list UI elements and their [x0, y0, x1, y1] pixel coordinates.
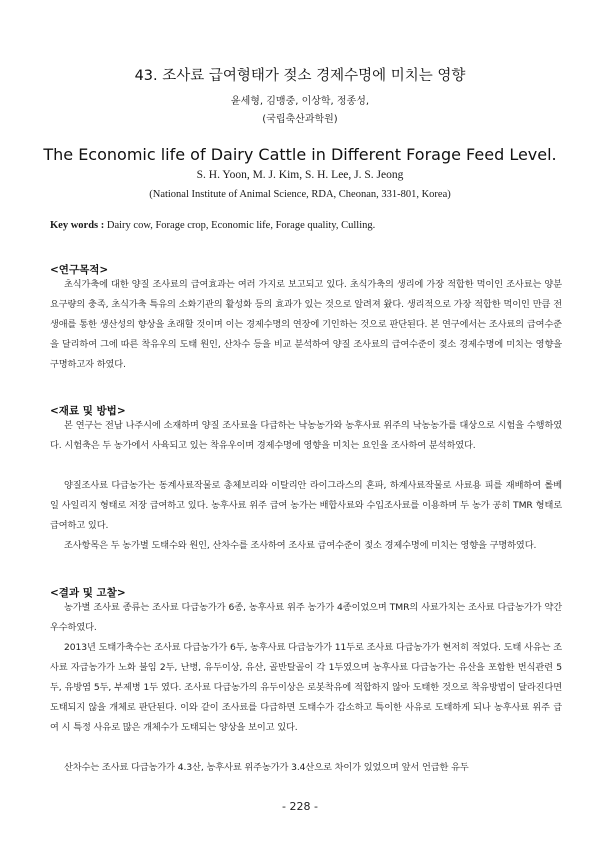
keywords — [50, 220, 560, 231]
page-number: - 228 - — [282, 800, 318, 813]
paragraph-methods-1: 본 연구는 전남 나주시에 소재하며 양질 조사료을 다급하는 낙농농가와 농후사료 위주의 낙농농가를 대상으로 시험을 수행하였다. 시험축은 두 농가에서 사육되고 있는 착유우이며 경제수명에 영향을 미치는 요인을 조사하여 분석하였다. — [50, 420, 562, 451]
paragraph-results-1: 농가별 조사료 종류는 조사료 다급농가가 6종, 농후사료 위주 농가가 4종이었으며 TMR의 사료가치는 조사료 다급농가가 약간 우수하였다. — [50, 602, 563, 633]
section-heading-results: <결과 및 고찰> — [50, 587, 126, 599]
paragraph-purpose: 초식가축에 대한 양질 조사료의 급여효과는 여러 가지로 보고되고 있다. 초식가축의 생리에 가장 적합한 먹이인 조사료는 양분요구량의 충족, 초식가축 특유의 소화기관의 활성화 등의 효과가 있는 것으로 알려져 왔다. 생리적으로 가장 적합한 먹이인 만큼 전 생애를 통한 생산성의 향상을 초래할 것이며 이는 경제수명의 연장에 기인하는 것으로 판단된다. 본 연구에서는 조사료의 급여수준을 달리하여 그에 따른 착유우의 도태 원인, 산차수 등을 비교 분석하여 양질 조사료의 급여수준이 젖소 경제수명에 미치는 영향을 구명하고자 하였다. — [50, 279, 562, 370]
paragraph-methods-3: 조사항목은 두 농가별 도태수와 원인, 산차수를 조사하여 조사료 급여수준이 젖소 경제수명에 미치는 영향을 구명하였다. — [64, 540, 537, 551]
authors-korean: 윤세형, 김맹중, 이상학, 정종성, — [230, 96, 370, 107]
paragraph-methods-2: 양질조사료 다급농가는 동계사료작물로 총체보리와 이탈리안 라이그라스의 혼파, 하계사료작물로 사료용 피를 재배하여 롤베일 사일리지 형태로 저장 급여하고 있다. 농후사료 위주 급여 농가는 배합사료와 수입조사료를 이용하며 두 농가 공히 TMR 형태로 급여하고 있다. — [50, 480, 562, 531]
section-heading-methods: <재료 및 방법> — [50, 405, 126, 417]
section-heading-purpose: <연구목적> — [50, 264, 109, 276]
authors-english: S. H. Yoon, M. J. Kim, S. H. Lee, J. S. Jeong — [196, 169, 404, 181]
paper-title-korean: 43. 조사료 급여형태가 젖소 경제수명에 미치는 영향 — [134, 68, 466, 84]
keywords-label: Key words : — [50, 220, 105, 231]
affiliation-korean: (국립축산과학원) — [262, 114, 338, 125]
affiliation-english: (National Institute of Animal Science, RDA, Cheonan, 331-801, Korea) — [149, 189, 451, 200]
paper-title-english: The Economic life of Dairy Cattle in Different Forage Feed Level. — [43, 145, 557, 164]
paragraph-results-2: 2013년 도태가축수는 조사료 다급농가가 6두, 농후사료 다급농가가 11두로 조사료 다급농가가 현저히 적었다. 도태 사유는 조사료 자급농가가 노화 불임 2두, 난병, 유두이상, 유산, 골반탈골이 각 1두였으며 농후사료 다급농가는 유산을 포함한 번식관련 5두, 유방염 5두, 부제병 1두 였다. 조사료 다급농가의 유두이상은 로봇착유에 적합하지 않아 도태한 것으로 착유방법이 달라진다면 도태되지 않을 개체로 판단된다. 이와 같이 조사료를 다급하면 도태수가 감소하고 특이한 사유로 도태하게 되나 농후사료 위주 급여 시 특정 사유로 많은 개체수가 도태되는 양상을 보이고 있다. — [50, 642, 562, 733]
paragraph-results-3: 산차수는 조사료 다급농가가 4.3산, 농후사료 위주농가가 3.4산으로 차이가 있었으며 앞서 언급한 유두 — [64, 762, 469, 773]
keywords-text: Dairy cow, Forage crop, Economic life, Forage quality, Culling. — [104, 220, 376, 231]
